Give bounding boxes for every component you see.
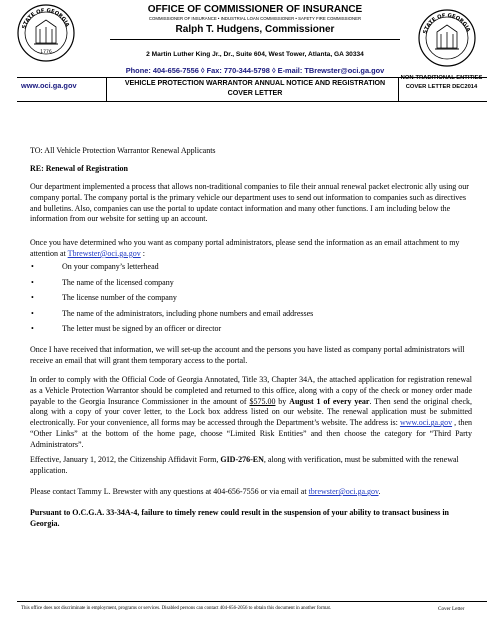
list-item-text: The letter must be signed by an officer or director bbox=[62, 324, 222, 334]
paragraph-2-text: Once you have determined who you want as company portal administrators, please send the information as an email attachment to my attention at bbox=[30, 238, 460, 258]
paragraph-6-tail: . bbox=[378, 487, 381, 496]
header-rule-middle bbox=[17, 77, 487, 78]
footer-rule bbox=[17, 601, 487, 602]
paragraph-4 bbox=[30, 375, 472, 451]
header-rule-bottom bbox=[17, 101, 487, 102]
paragraph-3: Once I have received that information, we will set-up the account and the persons you have listed as company portal administrators will receive an email that will grant them temporary access to the portal. bbox=[30, 345, 465, 365]
list-item-text: The name of the administrators, including phone numbers and email addresses bbox=[62, 308, 314, 318]
footer-label: Cover Letter bbox=[438, 606, 465, 612]
notice-title bbox=[110, 79, 400, 98]
list-item-text: On your company’s letterhead bbox=[62, 262, 159, 271]
paragraph-4-text-a: In order to comply with the Official Code of Georgia Annotated, Title 33, Chapter 34A, the attached application for registration renewal as a Vehicle Protection Warrantor should be completed and returned to this office, along with a copy of the check or money order made payable to the Georgia Insurance Commissioner in the amount of bbox=[30, 375, 472, 406]
georgia-seal-left bbox=[16, 3, 76, 63]
commissioner-name: Ralph T. Hudgens, Commissioner bbox=[175, 24, 335, 35]
bullet-icon: • bbox=[31, 324, 34, 334]
list-item bbox=[30, 293, 470, 309]
website-link[interactable]: www.oci.ga.gov bbox=[21, 81, 77, 90]
due-date: August 1 of every year bbox=[289, 396, 370, 406]
email-link-2[interactable]: tbrewster@oci.ga.gov bbox=[308, 487, 379, 496]
paragraph-4-text-d: , then “Other Links” at the bottom of the home page, choose “Limited Risk Entities” and then choose the category for “Third Party Administrators”. bbox=[30, 418, 472, 449]
bullet-icon: • bbox=[31, 262, 34, 271]
paragraph-5-text-b: , along with verification, must be submitted with the renewal application. bbox=[30, 455, 459, 475]
svg-text:STATE OF GEORGIA: STATE OF GEORGIA bbox=[422, 12, 471, 35]
paragraph-1: Our department implemented a process that allows non-traditional companies to file their annual renewal packet electronic ally using our company portal. The company portal is the primary vehicle our department uses to send out information to companies such as directives and bulletins. Also, companies can use the portal to update contact information and many other functions. I am including below the information from our website for setting up an account. bbox=[30, 182, 469, 224]
list-item bbox=[30, 324, 470, 340]
form-number: GID-276-EN bbox=[220, 455, 264, 464]
paragraph-5-text-a: Effective, January 1, 2012, the Citizenship Affidavit Form, bbox=[30, 455, 221, 464]
svg-text:STATE OF GEORGIA: STATE OF GEORGIA bbox=[21, 7, 70, 30]
paragraph-4-text-c: . Then send the original check, along with a copy of your cover letter, to the Lock box address listed on our website. The renewal application must be submitted electronically. For your convenience, all forms may be accessed through the Department’s website. The address is: bbox=[30, 396, 473, 428]
bullet-icon: • bbox=[31, 293, 34, 303]
notice-title-line2: COVER LETTER bbox=[227, 88, 283, 97]
fee-amount: $575.00 bbox=[249, 396, 276, 406]
paragraph-2-tail: : bbox=[140, 248, 145, 258]
notice-side-line1: NON-TRADITIONAL ENTITIES bbox=[400, 75, 483, 81]
header-divider-right bbox=[398, 77, 399, 101]
bullet-icon: • bbox=[31, 308, 34, 318]
list-item-text: The name of the licensed company bbox=[62, 277, 174, 287]
list-item-text: The license number of the company bbox=[62, 293, 177, 303]
paragraph-2 bbox=[30, 238, 472, 260]
footer-disclaimer: This office does not discriminate in employment, programs or services. Disabled persons can contact 404-656-2056 to obtain this document in another format. bbox=[21, 606, 332, 611]
office-title: OFFICE OF COMMISSIONER OF INSURANCE bbox=[147, 4, 363, 15]
svg-text:1776: 1776 bbox=[40, 50, 52, 55]
office-subtitle: COMMISSIONER OF INSURANCE • INDUSTRIAL LOAN COMMISSIONER • SAFETY FIRE COMMISSIONER bbox=[148, 16, 362, 21]
georgia-seal-right bbox=[417, 8, 477, 68]
paragraph-6-text: Please contact Tammy L. Brewster with any questions at 404-656-7556 or via email at bbox=[30, 487, 309, 496]
office-address: 2 Martin Luther King Jr., Dr., Suite 604, West Tower, Atlanta, GA 30334 bbox=[146, 51, 364, 58]
email-link-1[interactable]: Tbrewster@oci.ga.gov bbox=[67, 248, 141, 258]
contact-info: Phone: 404-656-7556 ◊ Fax: 770-344-5798 ◊ E-mail: TBrewster@oci.ga.gov bbox=[125, 66, 385, 75]
paragraph-5 bbox=[30, 455, 472, 477]
paragraph-6 bbox=[30, 487, 472, 498]
notice-title-line1: VEHICLE PROTECTION WARRANTOR ANNUAL NOTICE AND REGISTRATION bbox=[124, 79, 386, 87]
website-link-body[interactable]: www.oci.ga.gov bbox=[399, 418, 453, 428]
header-divider-left bbox=[106, 77, 107, 101]
list-item bbox=[30, 309, 470, 325]
paragraph-4-text-b: by bbox=[275, 396, 290, 406]
list-item bbox=[30, 262, 470, 278]
bullet-icon: • bbox=[31, 277, 34, 287]
paragraph-7: Pursuant to O.C.G.A. 33-34A-4, failure to timely renew could result in the suspension of your ability to transact business in Georgia. bbox=[30, 508, 449, 528]
requirements-list bbox=[30, 262, 470, 340]
letter-re: RE: Renewal of Registration bbox=[30, 164, 128, 173]
letter-to: TO: All Vehicle Protection Warrantor Renewal Applicants bbox=[30, 146, 216, 155]
notice-side-line2: COVER LETTER DEC2014 bbox=[405, 83, 478, 90]
list-item bbox=[30, 278, 470, 294]
header-rule-top bbox=[110, 39, 400, 40]
